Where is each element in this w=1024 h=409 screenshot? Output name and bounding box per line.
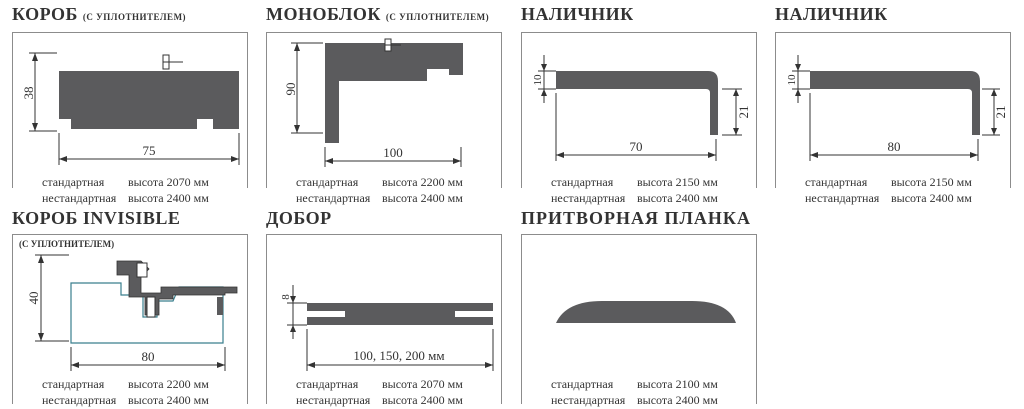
subtitle-label: (С УПЛОТНИТЕЛЕМ) [19, 239, 115, 249]
nalichnik-80-profile-drawing [776, 33, 1012, 189]
panel-title: ПРИТВОРНАЯ ПЛАНКА [521, 208, 751, 228]
spec-block: стандартная высота 2200 мм нестандартная высота 2400 мм [42, 376, 242, 408]
width-label: 100 [383, 145, 403, 160]
edge-label: 21 [993, 105, 1008, 119]
nalichnik-profile [810, 71, 980, 135]
panel-title: НАЛИЧНИК [521, 4, 634, 24]
diagram-frame [775, 32, 1011, 188]
height-label: 38 [21, 86, 36, 100]
spec-block: стандартная высота 2070 мм нестандартная высота 2400 мм [296, 376, 496, 408]
width-label: 75 [142, 143, 156, 158]
spec-block: стандартная высота 2150 мм нестандартная высота 2400 мм [551, 174, 751, 206]
width-label: 70 [629, 139, 643, 154]
diagram-frame [266, 32, 502, 188]
panel-title: КОРОБ (С УПЛОТНИТЕЛЕМ) [12, 4, 187, 24]
spec-block: стандартная высота 2200 мм нестандартная высота 2400 мм [296, 174, 496, 206]
width-label: 80 [141, 349, 155, 364]
diagram-frame [521, 32, 757, 188]
monoblok-profile [325, 43, 463, 143]
planka-profile [556, 301, 736, 323]
korob-profile [59, 71, 239, 129]
height-label: 90 [283, 82, 298, 96]
panel-title: МОНОБЛОК (С УПЛОТНИТЕЛЕМ) [266, 4, 490, 24]
height-label: 40 [26, 291, 41, 305]
nalichnik-70-profile-drawing [522, 33, 758, 189]
panel-title: КОРОБ INVISIBLE [12, 208, 181, 228]
spec-block: стандартная высота 2150 мм нестандартная высота 2400 мм [805, 174, 1005, 206]
thickness-label: 10 [532, 74, 544, 86]
spec-block: стандартная высота 2100 мм нестандартная высота 2400 мм [551, 376, 751, 408]
panel-title: ДОБОР [266, 208, 332, 228]
spec-block: стандартная высота 2070 мм нестандартная высота 2400 мм [42, 174, 242, 206]
thickness-label: 10 [786, 74, 798, 86]
dobor-profile [307, 303, 493, 325]
korob-profile-drawing [13, 33, 249, 189]
nalichnik-profile [556, 71, 718, 135]
width-label: 80 [887, 139, 901, 154]
monoblok-profile-drawing [267, 33, 503, 189]
diagram-frame [12, 32, 248, 188]
panel-title: НАЛИЧНИК [775, 4, 888, 24]
width-label: 100, 150, 200 мм [353, 348, 445, 363]
thickness-label: 8 [280, 294, 292, 300]
edge-label: 21 [736, 105, 751, 119]
